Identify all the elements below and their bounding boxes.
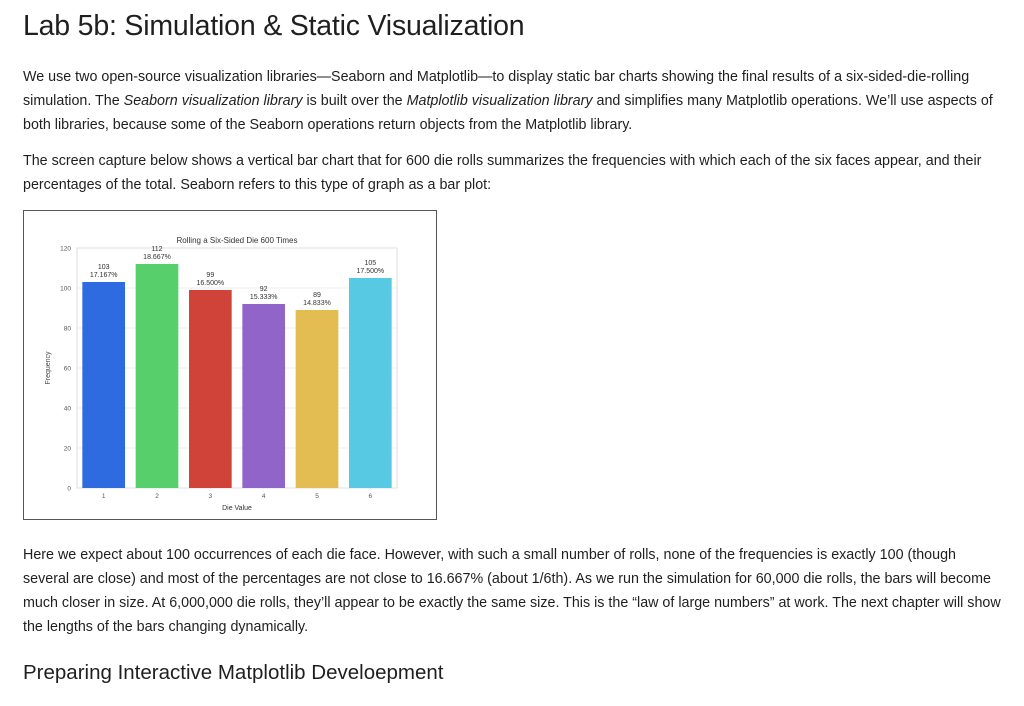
y-tick-label: 20	[63, 445, 71, 453]
bar-percent-label: 15.333%	[249, 294, 278, 301]
x-tick-label: 5	[315, 493, 319, 500]
bar-value-label: 92	[259, 286, 268, 293]
bar-percent-label: 14.833%	[303, 300, 331, 307]
bar-value-label: 89	[313, 292, 321, 299]
x-axis-label: Die Value	[222, 505, 252, 512]
section-heading: Preparing Interactive Matplotlib Develoepment	[23, 661, 444, 684]
bar-value-label: 112	[151, 246, 163, 253]
x-tick-label: 4	[261, 493, 266, 500]
bar-percent-label: 16.500%	[196, 280, 225, 287]
bar-die-2	[136, 264, 179, 488]
bar-percent-label: 17.167%	[89, 272, 118, 279]
intro-paragraph	[23, 65, 1003, 137]
paragraph-text: We use two open-source visualization libraries—Seaborn and Matplotlib—to display static bar charts showing the final results of a six-sided-die-rolling simulation. The	[23, 69, 970, 109]
bar-percent-label: 18.667%	[143, 254, 171, 261]
paragraph-text: is built over the	[302, 93, 407, 109]
bar-chart-figure	[23, 210, 437, 520]
y-tick-label: 40	[63, 405, 71, 413]
bar-die-4	[242, 304, 285, 488]
y-tick-label: 60	[63, 365, 71, 373]
y-tick-label: 80	[63, 325, 71, 333]
bar-die-3	[189, 290, 232, 488]
bar-chart	[24, 211, 436, 519]
bar-value-label: 103	[97, 264, 110, 271]
library-name-emphasis: Seaborn visualization library	[123, 93, 303, 109]
y-axis-label: Frequency	[45, 351, 52, 385]
bar-percent-label: 17.500%	[356, 268, 385, 275]
bar-die-1	[82, 282, 125, 488]
x-tick-label: 2	[155, 493, 159, 500]
page-title: Lab 5b: Simulation & Static Visualization	[23, 10, 525, 42]
y-tick-label: 100	[60, 285, 71, 293]
bar-die-6	[349, 278, 392, 488]
x-tick-label: 6	[368, 493, 373, 500]
bar-value-label: 105	[364, 260, 377, 267]
law-of-large-numbers-paragraph: Here we expect about 100 occurrences of each die face. However, with such a small number of rolls, none of the frequencies is exactly 100 (though several are close) and most of the percentages are not close to 16.667% (about 1/6th). As we run the simulation for 60,000 die rolls, the bars will become much closer in size. At 6,000,000 die rolls, they’ll appear to be exactly the same size. This is the “law of large numbers” at work. The next chapter will show the lengths of the bars changing dynamically.	[23, 547, 1001, 635]
y-tick-label: 0	[67, 485, 71, 493]
x-tick-label: 3	[208, 493, 213, 500]
paragraph-text: and simplifies many Matplotlib operations. We’ll use aspects of both libraries, because some of the Seaborn operations return objects from the Matplotlib library.	[23, 93, 993, 133]
chart-title: Rolling a Six-Sided Die 600 Times	[176, 236, 298, 245]
chart-description-paragraph: The screen capture below shows a vertical bar chart that for 600 die rolls summarizes the frequencies with which each of the six faces appear, and their percentages of the total. Seaborn refers to this type of graph as a bar plot:	[23, 153, 982, 193]
y-tick-label: 120	[60, 245, 71, 253]
bar-value-label: 99	[206, 272, 215, 279]
library-name-emphasis: Matplotlib visualization library	[406, 93, 593, 109]
x-tick-label: 1	[101, 493, 106, 500]
bar-die-5	[296, 310, 339, 488]
